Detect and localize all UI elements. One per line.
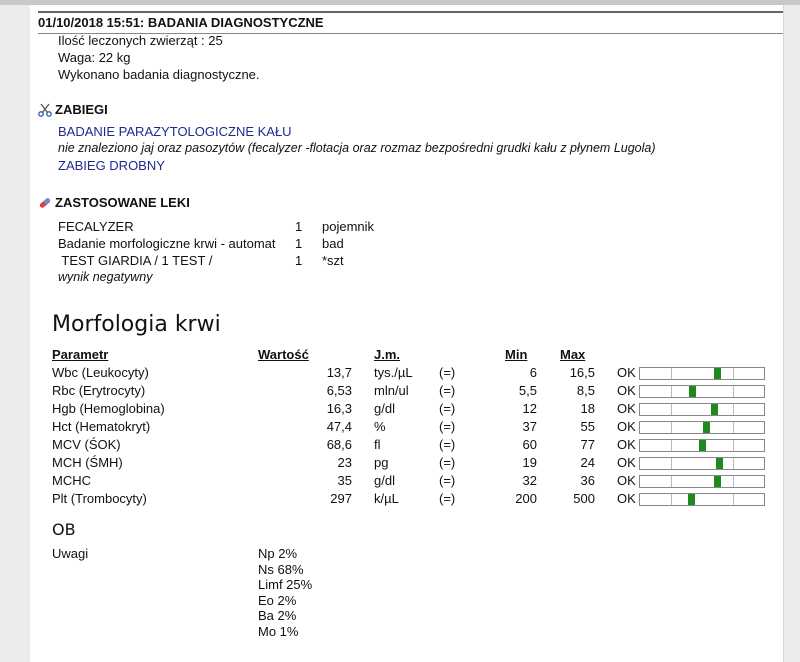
range-gauge <box>639 367 765 380</box>
range-gauge <box>639 403 765 416</box>
gauge-tick <box>733 440 734 451</box>
remark-item: Ba 2% <box>258 608 297 623</box>
param-max: 24 <box>580 455 595 470</box>
param-value: 23 <box>337 455 352 470</box>
param-unit: mln/ul <box>374 383 409 398</box>
gauge-marker <box>716 458 723 469</box>
table-row <box>52 383 792 401</box>
gauge-tick <box>671 494 672 505</box>
drug-name: TEST GIARDIA / 1 TEST / <box>58 253 213 268</box>
drug-qty: 1 <box>295 236 303 251</box>
param-unit: tys./µL <box>374 365 413 380</box>
procedure-description: nie znaleziono jaj oraz pasozytów (fecalyzer -flotacja oraz rozmaz bezpośredni grudki kału z płynem Lugola) <box>58 141 656 155</box>
table-row <box>52 455 792 473</box>
param-eq: (=) <box>439 365 456 380</box>
gauge-tick <box>733 404 734 415</box>
param-min: 19 <box>522 455 537 470</box>
param-max: 77 <box>580 437 595 452</box>
param-status: OK <box>617 401 636 416</box>
param-min: 37 <box>522 419 537 434</box>
gauge-tick <box>671 476 672 487</box>
gauge-tick <box>671 386 672 397</box>
param-name: Wbc (Leukocyty) <box>52 365 149 380</box>
param-value: 13,7 <box>326 365 352 380</box>
remark-item: Np 2% <box>258 546 298 561</box>
gauge-tick <box>733 422 734 433</box>
procedure-type: ZABIEG DROBNY <box>58 158 165 173</box>
param-name: MCHC <box>52 473 91 488</box>
param-status: OK <box>617 491 636 506</box>
param-name: Rbc (Erytrocyty) <box>52 383 146 398</box>
header-min: Min <box>505 347 528 362</box>
param-name: Plt (Trombocyty) <box>52 491 147 506</box>
range-gauge <box>639 439 765 452</box>
param-name: Hgb (Hemoglobina) <box>52 401 165 416</box>
gauge-tick <box>733 494 734 505</box>
param-unit: g/dl <box>374 473 395 488</box>
weight: Waga: 22 kg <box>58 50 131 65</box>
drug-unit: *szt <box>322 253 344 268</box>
param-eq: (=) <box>439 437 456 452</box>
param-name: MCV (ŚOK) <box>52 437 121 452</box>
drug-qty: 1 <box>295 253 303 268</box>
drug-unit: bad <box>322 236 344 251</box>
table-row <box>52 491 792 509</box>
gauge-marker <box>703 422 710 433</box>
range-gauge <box>639 475 765 488</box>
gauge-marker <box>714 368 721 379</box>
report-page <box>30 5 784 662</box>
table-row <box>52 401 792 419</box>
drug-name: Badanie morfologiczne krwi - automat <box>58 236 276 251</box>
drug-list <box>58 218 375 286</box>
param-status: OK <box>617 383 636 398</box>
param-max: 18 <box>580 401 595 416</box>
param-max: 16,5 <box>569 365 595 380</box>
drug-name: FECALYZER <box>58 219 134 234</box>
drug-unit: pojemnik <box>322 219 375 234</box>
remarks-list <box>258 546 312 639</box>
procedure-name: BADANIE PARAZYTOLOGICZNE KAŁU <box>58 124 292 139</box>
zabiegi-section-title: ZABIEGI <box>38 102 108 117</box>
morphology-title: Morfologia krwi <box>52 312 221 337</box>
header-unit: J.m. <box>374 347 401 362</box>
table-row <box>52 365 792 383</box>
gauge-marker <box>711 404 718 415</box>
param-eq: (=) <box>439 419 456 434</box>
gauge-tick <box>733 368 734 379</box>
remark-item: Limf 25% <box>258 577 313 592</box>
range-gauge <box>639 385 765 398</box>
visit-note: Wykonano badania diagnostyczne. <box>58 67 260 82</box>
param-value: 68,6 <box>326 437 352 452</box>
param-status: OK <box>617 365 636 380</box>
param-max: 55 <box>580 419 595 434</box>
param-unit: % <box>374 419 386 434</box>
range-gauge <box>639 421 765 434</box>
param-unit: k/µL <box>374 491 399 506</box>
param-unit: fl <box>374 437 381 452</box>
param-eq: (=) <box>439 473 456 488</box>
visit-info <box>58 32 260 83</box>
gauge-tick <box>671 440 672 451</box>
gauge-tick <box>733 458 734 469</box>
drug-row <box>58 218 375 235</box>
remark-item: Ns 68% <box>258 561 304 577</box>
param-eq: (=) <box>439 401 456 416</box>
header-max: Max <box>560 347 586 362</box>
param-max: 8,5 <box>576 383 595 398</box>
param-min: 5,5 <box>518 383 537 398</box>
param-max: 500 <box>573 491 595 506</box>
gauge-tick <box>671 458 672 469</box>
drug-row <box>58 252 344 269</box>
param-value: 47,4 <box>326 419 352 434</box>
param-min: 60 <box>522 437 537 452</box>
param-status: OK <box>617 437 636 452</box>
leki-section-title: ZASTOSOWANE LEKI <box>38 195 190 210</box>
zabiegi-list <box>58 123 656 174</box>
param-min: 6 <box>529 365 537 380</box>
table-row <box>52 419 792 437</box>
gauge-tick <box>733 476 734 487</box>
param-value: 6,53 <box>326 383 352 398</box>
param-value: 297 <box>330 491 352 506</box>
param-eq: (=) <box>439 455 456 470</box>
param-min: 32 <box>522 473 537 488</box>
gauge-tick <box>671 422 672 433</box>
param-min: 200 <box>515 491 537 506</box>
drug-row <box>58 235 344 252</box>
table-row <box>52 473 792 491</box>
param-eq: (=) <box>439 383 456 398</box>
param-min: 12 <box>522 401 537 416</box>
table-row <box>52 437 792 455</box>
param-max: 36 <box>580 473 595 488</box>
param-unit: g/dl <box>374 401 395 416</box>
header-param: Parametr <box>52 347 109 362</box>
gauge-tick <box>733 386 734 397</box>
visit-header: 01/10/2018 15:51: BADANIA DIAGNOSTYCZNE <box>38 11 783 34</box>
gauge-marker <box>699 440 706 451</box>
param-name: Hct (Hematokryt) <box>52 419 151 434</box>
param-status: OK <box>617 473 636 488</box>
gauge-marker <box>689 386 696 397</box>
gauge-tick <box>671 368 672 379</box>
gauge-marker <box>714 476 721 487</box>
param-name: MCH (ŚMH) <box>52 455 123 470</box>
gauge-marker <box>688 494 695 505</box>
drug-result-note: wynik negatywny <box>58 270 153 284</box>
remark-item: Eo 2% <box>258 592 297 608</box>
range-gauge <box>639 457 765 470</box>
header-value: Wartość <box>258 347 309 362</box>
param-eq: (=) <box>439 491 456 506</box>
param-value: 35 <box>337 473 352 488</box>
ob-label: OB <box>52 520 76 539</box>
pill-icon <box>38 196 52 210</box>
param-status: OK <box>617 419 636 434</box>
remark-item: Mo 1% <box>258 623 299 639</box>
param-value: 16,3 <box>326 401 352 416</box>
remarks-label: Uwagi <box>52 546 89 561</box>
gauge-tick <box>671 404 672 415</box>
range-gauge <box>639 493 765 506</box>
param-status: OK <box>617 455 636 470</box>
drug-qty: 1 <box>295 219 303 234</box>
param-unit: pg <box>374 455 389 470</box>
scissors-icon <box>38 103 52 117</box>
animal-count: Ilość leczonych zwierząt : 25 <box>58 33 223 48</box>
